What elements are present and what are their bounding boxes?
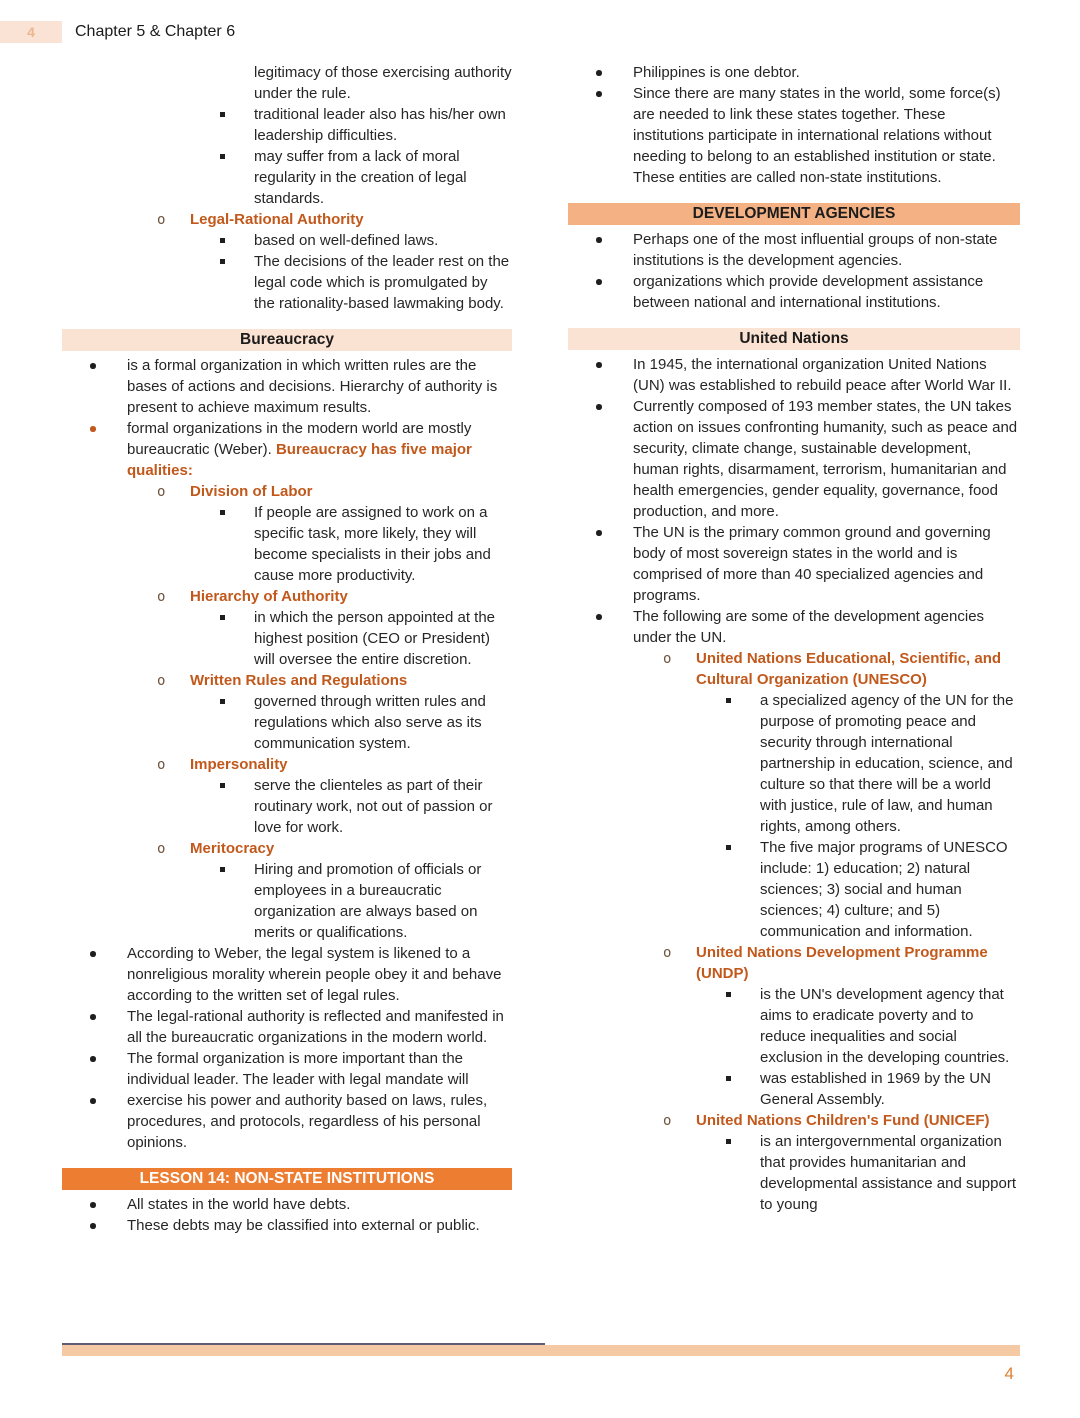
list-item <box>62 775 512 838</box>
list-item-text: Written Rules and Regulations <box>190 672 408 689</box>
footer-divider-line <box>62 1343 545 1345</box>
section-header-bar <box>62 329 512 351</box>
bullet-icon <box>726 1139 731 1144</box>
list-item <box>568 1131 1020 1215</box>
bullet-icon <box>220 259 225 264</box>
section-header-label: LESSON 14: NON-STATE INSTITUTIONS <box>139 1170 435 1187</box>
list-item-text: United Nations Children's Fund (UNICEF) <box>696 1112 990 1129</box>
list-item <box>568 1110 1020 1131</box>
list-item-text: traditional leader also has his/her own leadership difficulties. <box>254 106 506 144</box>
list-item <box>568 354 1020 396</box>
bullet-icon: o <box>157 212 166 228</box>
bullet-icon <box>220 238 225 243</box>
list-item <box>62 670 512 691</box>
list-item-text: based on well-defined laws. <box>254 232 439 249</box>
list-item <box>62 1215 512 1236</box>
list-item-text: in which the person appointed at the highest position (CEO or President) will oversee the entire discretion. <box>254 609 496 668</box>
bullet-icon <box>220 699 225 704</box>
bullet-icon <box>596 530 602 536</box>
section-header-bar <box>62 1168 512 1190</box>
footer-accent-bar <box>62 1345 1020 1356</box>
bullet-list <box>568 354 1020 1215</box>
list-item <box>568 396 1020 522</box>
list-item <box>62 502 512 586</box>
list-item-text: exercise his power and authority based on laws, rules, procedures, and protocols, regardless of his personal opinions. <box>127 1092 488 1151</box>
bullet-icon <box>596 237 602 243</box>
bullet-icon <box>90 951 96 957</box>
bullet-icon <box>596 614 602 620</box>
list-item <box>568 984 1020 1068</box>
list-item-text: The formal organization is more important than the individual leader. The leader with legal mandate will <box>127 1050 469 1088</box>
bullet-icon: o <box>157 484 166 500</box>
bullet-icon <box>90 1223 96 1229</box>
list-item-text: organizations which provide development assistance between national and international institutions. <box>633 273 984 311</box>
list-item <box>62 230 512 251</box>
list-item <box>62 586 512 607</box>
list-item <box>568 690 1020 837</box>
bullet-icon <box>726 1076 731 1081</box>
list-item-text: According to Weber, the legal system is likened to a nonreligious morality wherein people obey it and behave according to the written set of legal rules. <box>127 945 502 1004</box>
list-item <box>62 754 512 775</box>
list-item <box>62 838 512 859</box>
list-item-text: The UN is the primary common ground and governing body of most sovereign states in the world and is comprised of more than 40 specialized agencies and programs. <box>633 524 991 604</box>
list-item-text: Legal-Rational Authority <box>190 211 364 228</box>
bullet-icon <box>726 845 731 850</box>
bullet-icon: o <box>157 841 166 857</box>
page-number-box <box>0 21 62 43</box>
list-item-text: formal organizations in the modern world are mostly bureaucratic (Weber). <box>127 420 472 458</box>
bullet-icon <box>90 426 96 432</box>
list-item-text: a specialized agency of the UN for the purpose of promoting peace and security through international partnership in education, science, and culture so that there will be a world with justice, rule of law, and human rights, among others. <box>760 692 1014 835</box>
section-header-bar <box>568 203 1020 225</box>
bullet-icon: o <box>663 651 672 667</box>
bullet-icon <box>596 279 602 285</box>
list-item-text: These debts may be classified into external or public. <box>127 1217 480 1234</box>
bullet-icon <box>220 112 225 117</box>
bullet-icon: o <box>157 757 166 773</box>
list-item <box>62 481 512 502</box>
list-item-text: Impersonality <box>190 756 288 773</box>
list-item-text: is the UN's development agency that aims to eradicate poverty and to reduce inequalities and social exclusion in the developing countries. <box>760 986 1010 1066</box>
list-item-text: Meritocracy <box>190 840 275 857</box>
bullet-icon: o <box>157 589 166 605</box>
list-item <box>568 648 1020 690</box>
list-item-text: Currently composed of 193 member states, the UN takes action on issues confronting humanity, such as peace and security, climate change, sustainable development, human rights, disarmament, terrorism, humanitarian and health emergencies, gender equality, governance, food production, and more. <box>633 398 1018 520</box>
bullet-icon <box>90 363 96 369</box>
list-item <box>568 606 1020 648</box>
list-item <box>62 1090 512 1153</box>
list-item <box>62 1048 512 1090</box>
page-header <box>0 21 1080 43</box>
list-item-text: Hiring and promotion of officials or employees in a bureaucratic organization are always based on merits or qualifications. <box>254 861 482 941</box>
list-item-text: is a formal organization in which written rules are the bases of actions and decisions. Hierarchy of authority is present to achieve maximum results. <box>127 357 498 416</box>
list-item-text: The legal-rational authority is reflected and manifested in all the bureaucratic organizations in the modern world. <box>127 1008 504 1046</box>
bullet-icon <box>220 510 225 515</box>
list-item <box>568 271 1020 313</box>
bullet-list <box>62 62 512 314</box>
bullet-icon: o <box>663 945 672 961</box>
list-item <box>568 229 1020 271</box>
section-header-label: Bureaucracy <box>240 331 334 348</box>
bullet-icon <box>90 1014 96 1020</box>
list-item <box>62 355 512 418</box>
page-content <box>0 62 1080 1236</box>
bullet-list <box>568 229 1020 313</box>
bullet-icon <box>220 615 225 620</box>
list-item-text: Since there are many states in the world, some force(s) are needed to link these states together. These institutions participate in international relations without needing to belong to an established institution or state. These entities are called non-state institutions. <box>633 85 1001 186</box>
list-item <box>568 83 1020 188</box>
document-page <box>0 21 1080 1418</box>
list-item-text: was established in 1969 by the UN General Assembly. <box>760 1070 991 1108</box>
list-item-text: may suffer from a lack of moral regularity in the creation of legal standards. <box>254 148 467 207</box>
list-item <box>568 62 1020 83</box>
left-column <box>62 62 512 1236</box>
list-item <box>62 607 512 670</box>
right-column <box>568 62 1020 1236</box>
list-item <box>62 859 512 943</box>
list-item <box>568 522 1020 606</box>
list-item <box>62 209 512 230</box>
bullet-icon <box>596 404 602 410</box>
list-item <box>62 1194 512 1215</box>
list-item <box>568 942 1020 984</box>
list-item-text: Hierarchy of Authority <box>190 588 348 605</box>
list-item-text: United Nations Development Programme (UNDP) <box>696 944 988 982</box>
bullet-icon: o <box>663 1113 672 1129</box>
page-number: 4 <box>1004 1364 1014 1383</box>
list-item-text: governed through written rules and regulations which also serve as its communication system. <box>254 693 486 752</box>
list-item <box>62 1006 512 1048</box>
list-item-text: If people are assigned to work on a specific task, more likely, they will become specialists in their jobs and cause more productivity. <box>254 504 491 584</box>
list-item-text: Perhaps one of the most influential groups of non-state institutions is the development agencies. <box>633 231 998 269</box>
bullet-icon <box>596 362 602 368</box>
list-item <box>62 418 512 481</box>
list-item <box>62 251 512 314</box>
section-header-label: DEVELOPMENT AGENCIES <box>692 205 896 222</box>
list-item <box>568 1068 1020 1110</box>
list-item-highlight-text: Bureaucracy has five major qualities: <box>127 441 472 479</box>
list-item-text: The following are some of the development agencies under the UN. <box>633 608 985 646</box>
list-item <box>62 62 512 104</box>
list-item-text: In 1945, the international organization United Nations (UN) was established to rebuild peace after World War II. <box>633 356 1012 394</box>
list-item <box>568 837 1020 942</box>
section-header-bar <box>568 328 1020 350</box>
page-number-top: 4 <box>27 24 35 40</box>
list-item-text: Philippines is one debtor. <box>633 64 800 81</box>
list-item-text: All states in the world have debts. <box>127 1196 351 1213</box>
bullet-icon <box>90 1202 96 1208</box>
bullet-icon <box>596 91 602 97</box>
list-item <box>62 691 512 754</box>
list-item-text: serve the clienteles as part of their routinary work, not out of passion or love for work. <box>254 777 493 836</box>
bullet-icon: o <box>157 673 166 689</box>
list-item-text: The decisions of the leader rest on the legal code which is promulgated by the rationality-based lawmaking body. <box>254 253 510 312</box>
bullet-icon <box>726 992 731 997</box>
list-item-text: The five major programs of UNESCO include: 1) education; 2) natural sciences; 3) social and human sciences; 4) culture; and 5) communication and information. <box>760 839 1008 940</box>
list-item-text: legitimacy of those exercising authority under the rule. <box>254 64 512 102</box>
bullet-icon <box>220 783 225 788</box>
page-title: Chapter 5 & Chapter 6 <box>75 23 236 40</box>
bullet-list <box>62 355 512 1153</box>
bullet-icon <box>90 1056 96 1062</box>
list-item-text: Division of Labor <box>190 483 313 500</box>
bullet-icon <box>596 70 602 76</box>
bullet-icon <box>220 867 225 872</box>
list-item-text: United Nations Educational, Scientific, and Cultural Organization (UNESCO) <box>696 650 1002 688</box>
bullet-icon <box>220 154 225 159</box>
list-item <box>62 146 512 209</box>
list-item <box>62 104 512 146</box>
bullet-list <box>568 62 1020 188</box>
section-header-label: United Nations <box>739 330 849 347</box>
list-item-text: is an intergovernmental organization that provides humanitarian and developmental assistance and support to young <box>760 1133 1016 1213</box>
bullet-icon <box>726 698 731 703</box>
bullet-icon <box>90 1098 96 1104</box>
list-item <box>62 943 512 1006</box>
bullet-list <box>62 1194 512 1236</box>
